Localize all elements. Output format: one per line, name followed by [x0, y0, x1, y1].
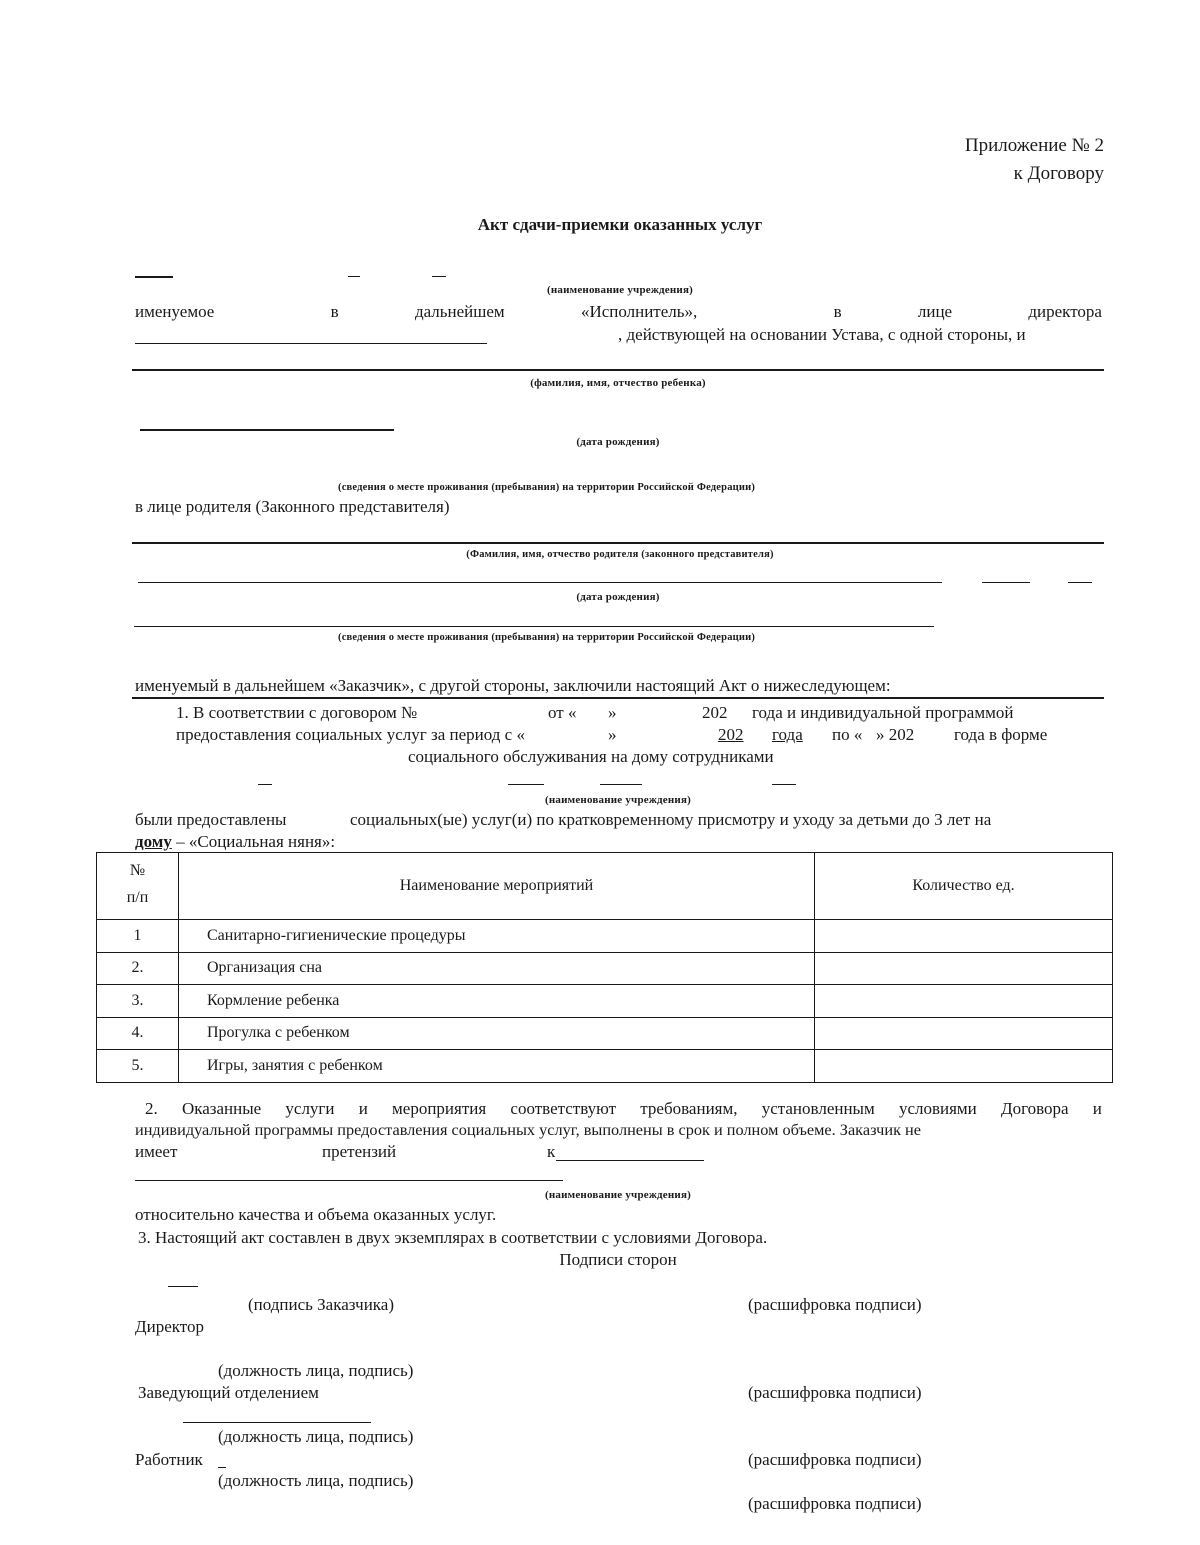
worker-label: Работник	[135, 1450, 203, 1469]
clause1-text: года	[772, 725, 803, 744]
row-num: 2.	[97, 952, 179, 985]
row-num: 3.	[97, 985, 179, 1018]
head-dept-label: Заведующий отделением	[138, 1383, 319, 1402]
table-header-row	[97, 853, 1113, 920]
executor-word: директора	[1028, 302, 1102, 321]
header-name: Наименование мероприятий	[179, 853, 815, 920]
clause1-line3: социального обслуживания на дому сотрудниками	[408, 747, 774, 766]
clause2-tail: относительно качества и объема оказанных услуг.	[135, 1205, 497, 1224]
executor-line	[135, 301, 1102, 323]
institution-line	[135, 1180, 563, 1181]
provided-text: были предоставлены	[135, 810, 287, 829]
row-num: 1	[97, 920, 179, 953]
short-dash	[982, 582, 1030, 583]
provided-text: социальных(ые) услуг(и) по кратковременному присмотру и уходу за детьми до 3 лет на	[350, 810, 992, 829]
row-qty	[815, 920, 1113, 953]
executor-word: дальнейшем	[414, 302, 505, 321]
director-name-line	[135, 343, 487, 344]
caption-child-name: (фамилия, имя, отчество ребенка)	[530, 377, 706, 389]
clause2-word: и	[1092, 1099, 1102, 1118]
services-table	[96, 852, 1113, 1083]
parent-birth-line	[138, 582, 942, 583]
worker-decode: (расшифровка подписи)	[748, 1450, 922, 1469]
clause-underline	[132, 697, 1104, 699]
clause2-line2: индивидуальной программы предоставления социальных услуг, выполнены в срок и полном объеме. Заказчик не	[135, 1120, 921, 1139]
clause2-word: установленным	[761, 1099, 875, 1118]
caption-institution-3: (наименование учреждения)	[545, 1189, 691, 1201]
clause2-word: и	[358, 1099, 368, 1118]
customer-clause: именуемый в дальнейшем «Заказчик», с другой стороны, заключили настоящий Акт о нижеследующем:	[135, 676, 891, 695]
clause1-text: »	[608, 703, 617, 722]
clause1-text: 1. В соответствии с договором №	[176, 703, 418, 722]
header-num	[97, 853, 179, 920]
clause2-word: условиями	[898, 1099, 977, 1118]
short-dash	[772, 784, 796, 785]
head-sign: (должность лица, подпись)	[218, 1427, 414, 1446]
clause2-text: претензий	[322, 1142, 397, 1161]
appendix-number: Приложение № 2	[964, 135, 1104, 156]
executor-word: именуемое	[135, 302, 215, 321]
clause2-word: Оказанные	[181, 1099, 262, 1118]
child-birth-line	[140, 429, 394, 431]
parent-residence-line	[134, 626, 934, 627]
clause2-word: требованиям,	[640, 1099, 738, 1118]
head-decode: (расшифровка подписи)	[748, 1383, 922, 1402]
short-dash	[508, 784, 544, 785]
clause2-word: услуги	[285, 1099, 335, 1118]
clause2-line1	[145, 1098, 1102, 1120]
pretension-line	[556, 1160, 704, 1161]
acting-basis: , действующей на основании Устава, с одной стороны, и	[618, 325, 1026, 344]
executor-word: «Исполнитель»,	[580, 302, 698, 321]
provided-line	[135, 809, 992, 831]
header-num-label: №	[129, 862, 146, 879]
clause2-line3	[135, 1141, 556, 1163]
customer-sign: (подпись Заказчика)	[248, 1295, 395, 1314]
row-num: 5.	[97, 1050, 179, 1083]
service-name: – «Социальная няня»:	[171, 832, 336, 851]
clause1-text: предоставления социальных услуг за период с «	[176, 725, 525, 744]
executor-word: лице	[917, 302, 953, 321]
clause2-word: 2.	[145, 1099, 158, 1118]
table-row	[97, 1050, 1113, 1083]
caption-child-birth: (дата рождения)	[576, 436, 660, 448]
signatures-heading: Подписи сторон	[559, 1250, 677, 1269]
document-title: Акт сдачи-приемки оказанных услуг	[477, 215, 763, 234]
short-dash	[218, 1467, 226, 1468]
appendix-contract: к Договору	[1013, 163, 1104, 184]
service-home: дому	[135, 832, 172, 851]
header-num-label-2: п/п	[126, 889, 149, 906]
clause1-line1	[176, 702, 1014, 724]
row-name: Кормление ребенка	[179, 985, 815, 1018]
clause2-word: соответствуют	[510, 1099, 617, 1118]
table-row	[97, 952, 1113, 985]
clause2-word: мероприятия	[392, 1099, 487, 1118]
customer-decode: (расшифровка подписи)	[748, 1295, 922, 1314]
short-dash	[600, 784, 642, 785]
clause1-text: по «	[832, 725, 863, 744]
row-qty	[815, 1017, 1113, 1050]
row-qty	[815, 952, 1113, 985]
short-dash	[1068, 582, 1092, 583]
clause2-word: Договора	[1000, 1099, 1069, 1118]
service-line	[135, 831, 335, 853]
row-name: Прогулка с ребенком	[179, 1017, 815, 1050]
row-name: Игры, занятия с ребенком	[179, 1050, 815, 1083]
executor-word: в	[330, 302, 339, 321]
clause3: 3. Настоящий акт составлен в двух экземплярах в соответствии с условиями Договора.	[138, 1228, 768, 1247]
row-name: Организация сна	[179, 952, 815, 985]
short-dash	[432, 276, 446, 277]
caption-parent-residence: (сведения о месте проживания (пребывания) на территории Российской Федерации)	[338, 632, 756, 643]
clause1-text: 202	[718, 725, 744, 744]
caption-institution: (наименование учреждения)	[547, 284, 693, 296]
director-sign: (должность лица, подпись)	[218, 1361, 414, 1380]
row-num: 4.	[97, 1017, 179, 1050]
parent-name-line	[132, 542, 1104, 544]
last-decode: (расшифровка подписи)	[748, 1494, 922, 1513]
clause2-text: к	[547, 1142, 556, 1161]
clause1-text: »	[608, 725, 617, 744]
row-qty	[815, 1050, 1113, 1083]
caption-child-residence: (сведения о месте проживания (пребывания) на территории Российской Федерации)	[338, 482, 756, 493]
short-dash	[135, 276, 173, 278]
table-row	[97, 920, 1113, 953]
short-dash	[258, 784, 272, 785]
clause1-line2	[176, 724, 1048, 746]
table-row	[97, 985, 1113, 1018]
clause1-text: » 202	[876, 725, 915, 744]
caption-institution-2: (наименование учреждения)	[545, 794, 691, 806]
head-sign-line	[183, 1422, 371, 1423]
child-name-line	[132, 369, 1104, 371]
caption-parent-name: (Фамилия, имя, отчество родителя (законного представителя)	[466, 549, 774, 560]
table-row	[97, 1017, 1113, 1050]
parent-in-person: в лице родителя (Законного представителя)	[135, 497, 450, 516]
short-dash	[348, 276, 360, 277]
header-qty: Количество ед.	[815, 853, 1113, 920]
clause2-text: имеет	[135, 1142, 178, 1161]
caption-parent-birth: (дата рождения)	[576, 591, 660, 603]
clause1-text: года и индивидуальной программой	[752, 703, 1014, 722]
worker-sign: (должность лица, подпись)	[218, 1471, 414, 1490]
short-dash	[168, 1286, 198, 1287]
row-qty	[815, 985, 1113, 1018]
row-name: Санитарно-гигиенические процедуры	[179, 920, 815, 953]
executor-word: в	[833, 302, 842, 321]
clause1-text: 202	[702, 703, 728, 722]
clause1-text: года в форме	[954, 725, 1048, 744]
clause1-text: от «	[548, 703, 577, 722]
director-label: Директор	[135, 1317, 204, 1336]
